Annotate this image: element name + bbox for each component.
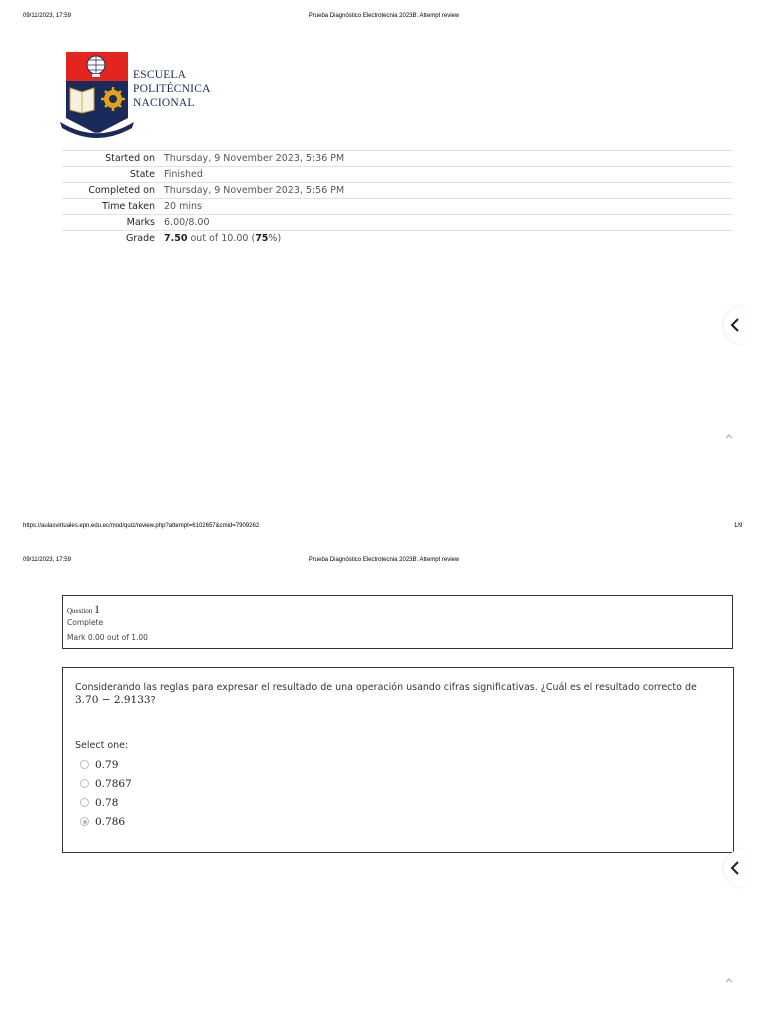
print-datetime: 09/11/2023, 17:59 bbox=[23, 13, 71, 19]
grade-close-paren: %) bbox=[268, 233, 282, 244]
summary-label: State bbox=[129, 169, 155, 180]
summary-label: Time taken bbox=[102, 201, 155, 212]
summary-value: Finished bbox=[164, 169, 203, 180]
radio-button[interactable] bbox=[80, 760, 89, 769]
summary-value: Thursday, 9 November 2023, 5:56 PM bbox=[164, 185, 345, 196]
school-name-line-2: POLITÉCNICA bbox=[133, 83, 211, 95]
question-prompt: Considerando las reglas para expresar el resultado de una operación usando cifras significativas. ¿Cuál es el resultado correcto de bbox=[75, 682, 697, 693]
summary-row-time-taken bbox=[62, 198, 733, 214]
answer-label: 0.786 bbox=[95, 815, 126, 828]
answer-label: 0.7867 bbox=[95, 777, 132, 790]
summary-value-grade bbox=[164, 233, 281, 244]
chevron-up-icon bbox=[725, 977, 733, 983]
radio-button-checked[interactable] bbox=[80, 817, 89, 826]
grade-value: 7.50 bbox=[164, 233, 188, 244]
question-state: Complete bbox=[67, 618, 104, 627]
back-to-top-button[interactable] bbox=[725, 432, 733, 441]
answer-option[interactable] bbox=[80, 774, 132, 793]
question-grade: Mark 0.00 out of 1.00 bbox=[67, 633, 148, 642]
chevron-up-icon bbox=[725, 433, 733, 439]
grade-percent: 75 bbox=[255, 233, 269, 244]
chevron-left-icon bbox=[730, 318, 740, 332]
answer-options bbox=[80, 755, 132, 831]
chevron-left-icon bbox=[730, 861, 740, 875]
question-info-box bbox=[62, 595, 733, 649]
summary-label: Started on bbox=[105, 153, 155, 164]
question-number bbox=[67, 602, 100, 617]
radio-button[interactable] bbox=[80, 779, 89, 788]
answer-label: 0.78 bbox=[95, 796, 119, 809]
question-prefix: Question bbox=[67, 607, 93, 615]
answer-option[interactable] bbox=[80, 755, 132, 774]
answer-label: 0.79 bbox=[95, 758, 119, 771]
school-name-line-3: NACIONAL bbox=[133, 97, 195, 109]
summary-label: Completed on bbox=[88, 185, 155, 196]
school-name-line-1: ESCUELA bbox=[133, 69, 187, 81]
summary-value: 20 mins bbox=[164, 201, 202, 212]
summary-value: Thursday, 9 November 2023, 5:36 PM bbox=[164, 153, 345, 164]
question-text bbox=[75, 682, 715, 707]
answer-option[interactable] bbox=[80, 812, 132, 831]
print-footer-url: https://aulasvirtuales.epn.edu.ec/mod/quiz/review.php?attempt=6102657&cmid=7909262 bbox=[23, 523, 260, 529]
print-title: Prueba Diagnóstico Electrotecnia 2023B: Attempt review bbox=[308, 13, 460, 19]
question-mark: ? bbox=[150, 695, 156, 706]
print-page-number: 1/9 bbox=[734, 523, 743, 529]
question-content-box bbox=[62, 667, 734, 853]
question-expression: 3.70 − 2.9133 bbox=[75, 694, 151, 706]
grade-out-of: out of 10.00 bbox=[190, 233, 249, 244]
summary-label: Grade bbox=[126, 233, 155, 244]
summary-row-marks bbox=[62, 214, 733, 230]
attempt-summary-table bbox=[62, 150, 733, 246]
print-title-2: Prueba Diagnóstico Electrotecnia 2023B: Attempt review bbox=[308, 557, 460, 563]
question-number-value: 1 bbox=[94, 602, 101, 616]
summary-row-completed bbox=[62, 182, 733, 198]
select-one-label: Select one: bbox=[75, 740, 129, 751]
summary-row-grade bbox=[62, 230, 733, 246]
radio-button[interactable] bbox=[80, 798, 89, 807]
answer-option[interactable] bbox=[80, 793, 132, 812]
print-datetime-2: 09/11/2023, 17:59 bbox=[23, 557, 71, 563]
drawer-toggle-button-2[interactable] bbox=[724, 849, 746, 887]
summary-row-state bbox=[62, 166, 733, 182]
summary-row-started bbox=[62, 150, 733, 166]
school-crest-icon bbox=[58, 50, 140, 142]
summary-value: 6.00/8.00 bbox=[164, 217, 210, 228]
grade-open-paren: ( bbox=[251, 233, 256, 244]
drawer-toggle-button[interactable] bbox=[724, 306, 746, 344]
school-name bbox=[133, 68, 211, 110]
back-to-top-button-2[interactable] bbox=[725, 976, 733, 985]
summary-label: Marks bbox=[126, 217, 155, 228]
